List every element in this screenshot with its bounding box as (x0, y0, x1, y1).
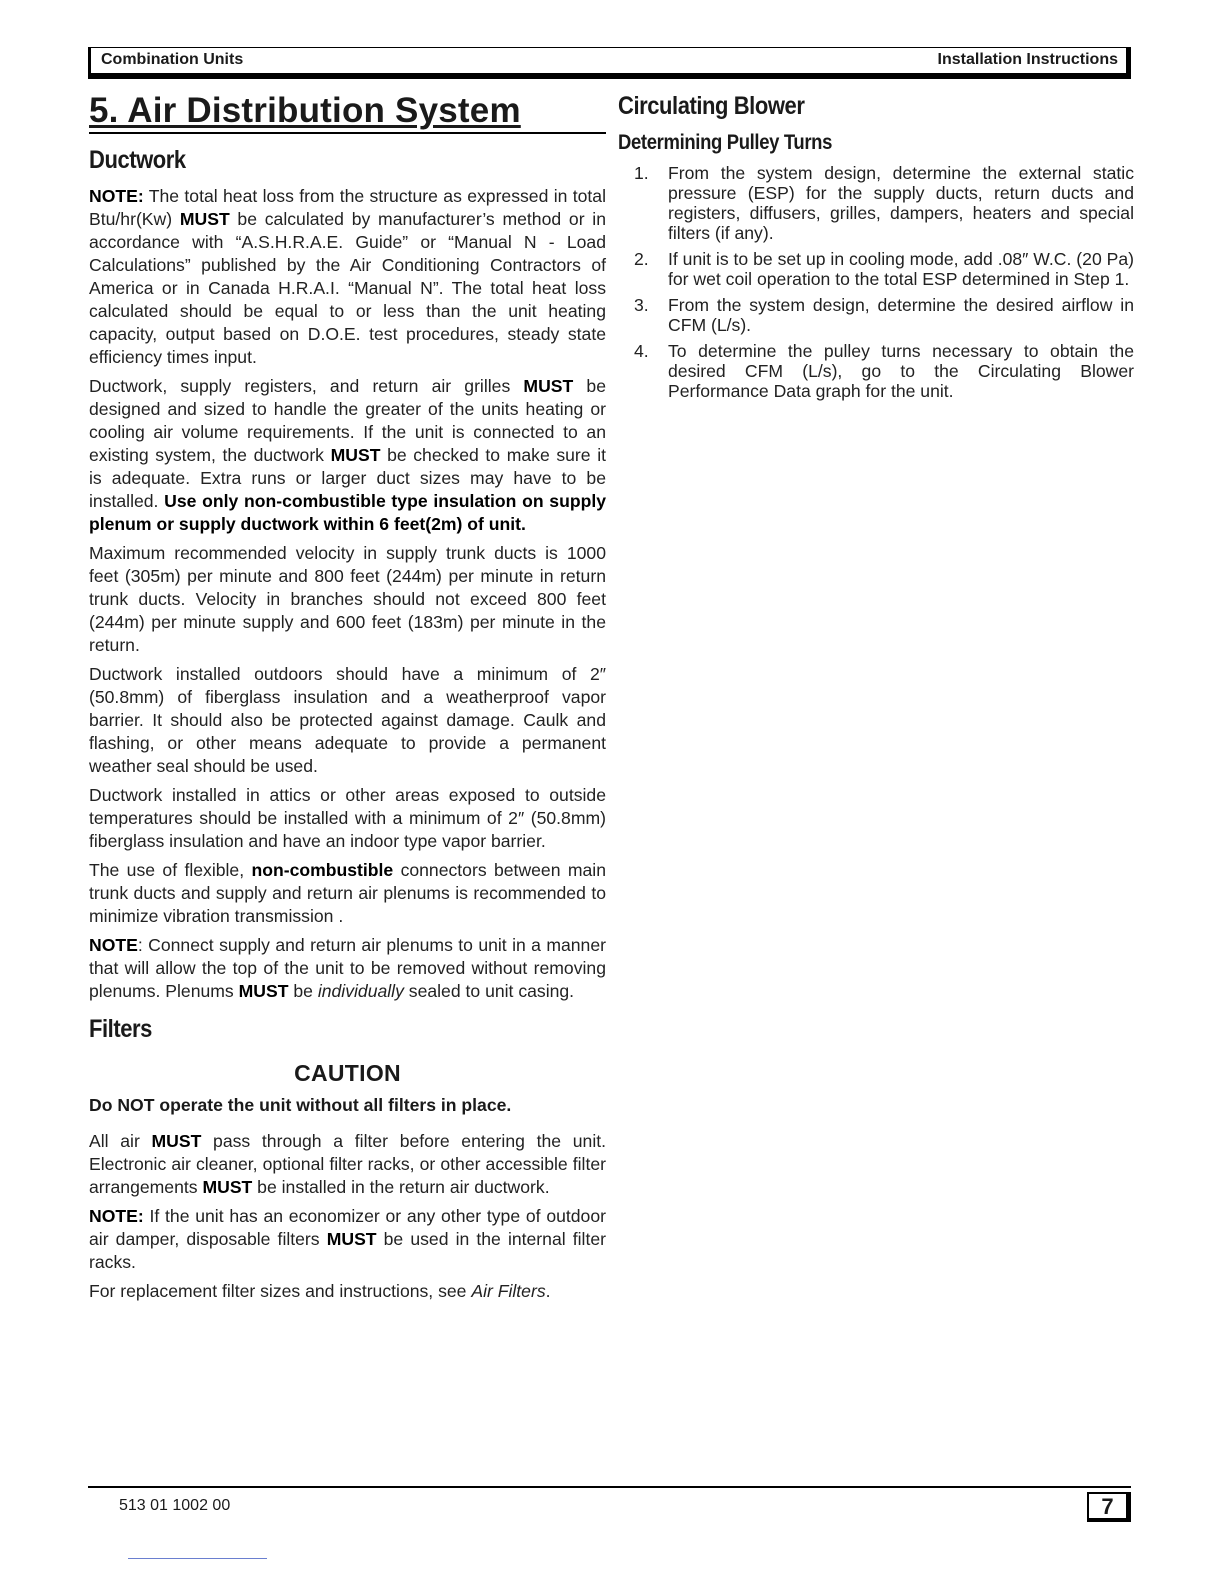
replacement-filters-paragraph: For replacement filter sizes and instructions, see Air Filters. (89, 1281, 551, 1301)
pulley-turns-heading: Determining Pulley Turns (618, 131, 833, 154)
pulley-steps-list (618, 163, 1134, 401)
caution-text: Do NOT operate the unit without all filters in place. (89, 1095, 512, 1115)
outdoor-ductwork-paragraph: Ductwork installed outdoors should have a minimum of 2″ (50.8mm) of fiberglass insulation and a weatherproof vapor barrier. It should also be protected against damage. Caulk and flashing, or other means adequate to provide a permanent weather seal should be used. (89, 664, 606, 776)
ductwork-design-paragraph: Ductwork, supply registers, and return air grilles MUST be designed and sized to handle the greater of the units heating or cooling air volume requirements. If the unit is connected to an existing system, the ductwork MUST be checked to make sure it is adequate. Extra runs or larger duct sizes may have to be installed. Use only non-combustible type insulation on supply plenum or supply ductwork within 6 feet(2m) of unit. (89, 376, 607, 534)
header-rule (88, 73, 1131, 79)
plenum-note-paragraph: NOTE: Connect supply and return air plenums to unit in a manner that will allow the top of the unit to be removed without removing plenums. Plenums MUST be individually sealed to unit casing. (89, 935, 606, 1001)
page-title: 5. Air Distribution System (89, 90, 606, 134)
footer-rule (88, 1486, 1131, 1488)
list-item: 1. From the system design, determine the external static pressure (ESP) for the supply ducts, return ducts and registers, diffusers, grilles, dampers, heaters and special filters (if any). (634, 163, 1134, 243)
header-section-title: Combination Units (101, 51, 244, 68)
document-code: 513 01 1002 00 (119, 1497, 231, 1514)
running-header (88, 47, 1131, 73)
economizer-note-paragraph: NOTE: If the unit has an economizer or any other type of outdoor air damper, disposable filters MUST be used in the internal filter racks. (89, 1206, 606, 1272)
attic-ductwork-paragraph: Ductwork installed in attics or other areas exposed to outside temperatures should be installed with a minimum of 2″ (50.8mm) fiberglass insulation and have an indoor type vapor barrier. (89, 785, 606, 851)
list-item: 4. To determine the pulley turns necessary to obtain the desired CFM (L/s), go to the Circulating Blower Performance Data graph for the unit. (634, 341, 1134, 401)
filters-heading: Filters (89, 1015, 152, 1043)
list-item: 2. If unit is to be set up in cooling mode, add .08″ W.C. (20 Pa) for wet coil operation to the total ESP determined in Step 1. (634, 249, 1134, 289)
list-item: 3. From the system design, determine the desired airflow in CFM (L/s). (634, 295, 1134, 335)
left-column (89, 90, 606, 1309)
flexible-connectors-paragraph: The use of flexible, non-combustible connectors between main trunk ducts and supply and return air plenums is recommended to minimize vibration transmission . (89, 860, 607, 926)
velocity-paragraph: Maximum recommended velocity in supply trunk ducts is 1000 feet (305m) per minute and 800 feet (244m) per minute in return trunk ducts. Velocity in branches should not exceed 800 feet (244m) per minute supply and 600 feet (183m) per minute in the return. (89, 543, 606, 655)
circulating-blower-heading: Circulating Blower (618, 92, 805, 120)
right-column (618, 90, 1134, 407)
page-number: 7 (1087, 1492, 1131, 1522)
filters-air-paragraph: All air MUST pass through a filter before entering the unit. Electronic air cleaner, optional filter racks, or other accessible filter arrangements MUST be installed in the return air ductwork. (89, 1131, 606, 1197)
ductwork-heading: Ductwork (89, 146, 186, 174)
ductwork-note-paragraph: NOTE: The total heat loss from the structure as expressed in total Btu/hr(Kw) MUST be calculated by manufacturer’s method or in accordance with “A.S.H.R.A.E. Guide” or “Manual N - Load Calculations” published by the Air Conditioning Contractors of America or in Canada H.R.A.I. “Manual N”. The total heat loss calculated should be equal to or less than the unit heating capacity, output based on D.O.E. test procedures, steady state efficiency times input. (89, 186, 606, 367)
header-document-title: Installation Instructions (937, 51, 1118, 68)
caution-title: CAUTION (294, 1060, 401, 1086)
link-underline (128, 1558, 267, 1559)
